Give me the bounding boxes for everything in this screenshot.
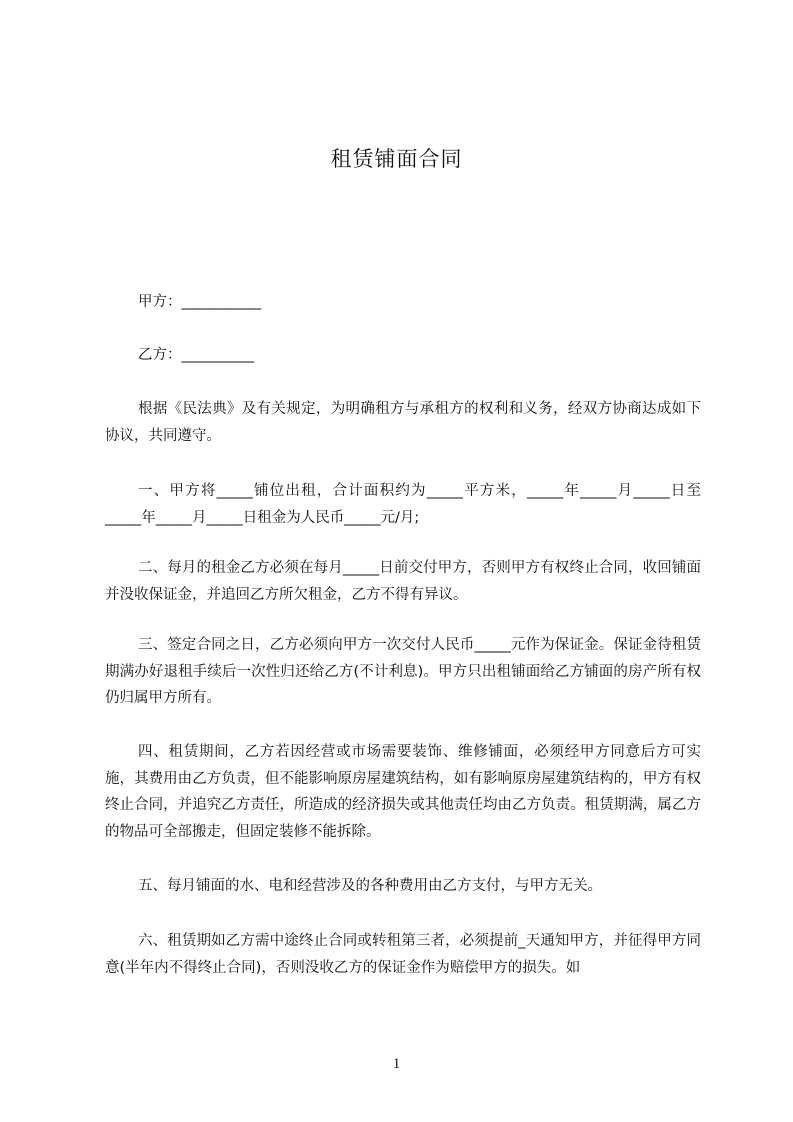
clause-2: 二、每月的租金乙方必须在每月_____日前交付甲方，否则甲方有权终止合同，收回铺面并没收保证金，并追回乙方所欠租金，乙方不得有异议。 bbox=[105, 560, 701, 603]
clause-5: 五、每月铺面的水、电和经营涉及的各种费用由乙方支付，与甲方无关。 bbox=[138, 878, 602, 894]
party-a-line: 甲方：___________ bbox=[138, 294, 262, 310]
page-number: 1 bbox=[392, 1056, 401, 1072]
clause-4: 四、租赁期间，乙方若因经营或市场需要装饰、维修铺面，必须经甲方同意后方可实施，其费用由乙方负责，但不能影响原房屋建筑结构，如有影响原房屋建筑结构的，甲方有权终止合同，并追究乙方责任，所造成的经济损失或其他责任均由乙方负责。租赁期满，属乙方的物品可全部搬走，但固定装修不能拆除。 bbox=[105, 744, 701, 840]
clause-1: 一、甲方将_____铺位出租，合计面积约为_____平方米，_____年_____月_____日至_____年_____月_____日租金为人民币_____元/月; bbox=[105, 483, 701, 526]
party-b-line: 乙方：__________ bbox=[138, 347, 254, 363]
clause-6: 六、租赁期如乙方需中途终止合同或转租第三者，必须提前_天通知甲方，并征得甲方同意(半年内不得终止合同)，否则没收乙方的保证金作为赔偿甲方的损失。如 bbox=[105, 933, 701, 976]
document-title: 租赁铺面合同 bbox=[330, 147, 463, 171]
intro-paragraph: 根据《民法典》及有关规定，为明确租方与承租方的权利和义务，经双方协商达成如下协议，共同遵守。 bbox=[105, 401, 701, 444]
clause-3: 三、签定合同之日，乙方必须向甲方一次交付人民币_____元作为保证金。保证金待租赁期满办好退租手续后一次性归还给乙方(不计利息)。甲方只出租铺面给乙方铺面的房产所有权仍归属甲方所有。 bbox=[105, 637, 701, 706]
